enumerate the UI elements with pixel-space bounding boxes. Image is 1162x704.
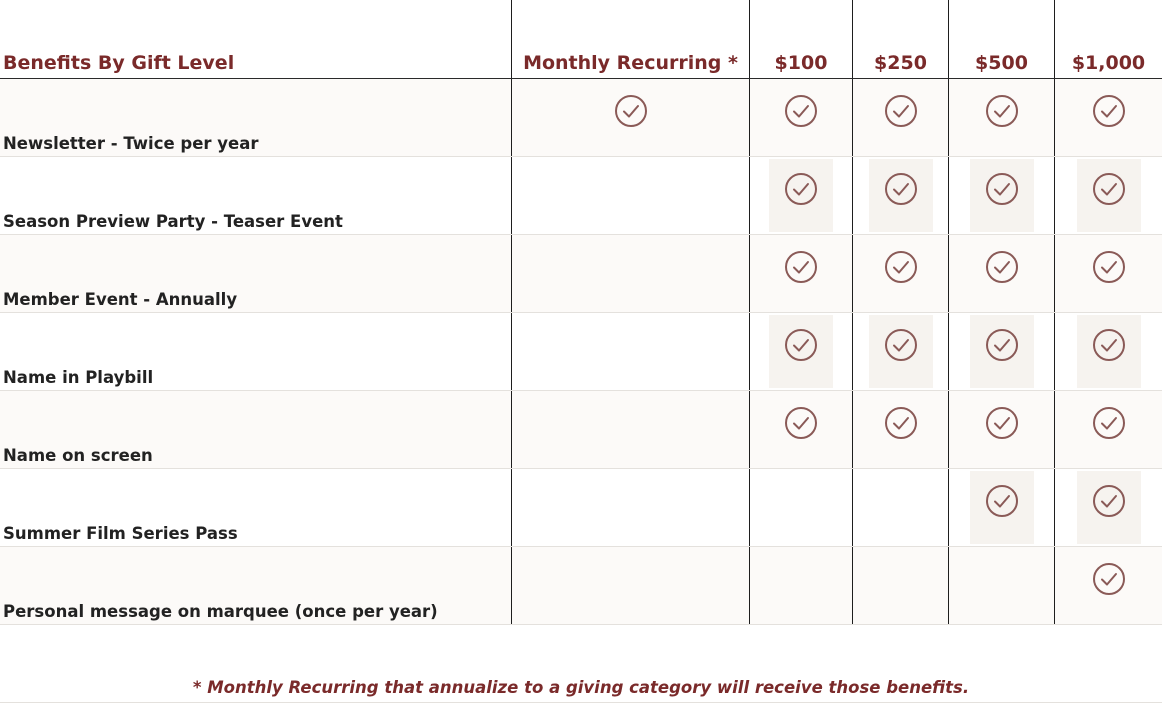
tier-cell [1054,547,1162,624]
table-row [0,469,1162,547]
benefit-cell [0,79,511,156]
tier-cell [948,469,1054,546]
tier-cell [749,79,852,156]
check-circle-icon [1092,562,1126,596]
tier-cell [1054,235,1162,312]
tier-cell [1054,157,1162,234]
table-body [0,79,1162,625]
check-circle-icon [1092,328,1126,362]
check-circle-icon [884,94,918,128]
tier-cell [749,391,852,468]
header-cell [0,0,511,78]
tier-cell [1054,469,1162,546]
check-circle-icon [784,250,818,284]
divider [0,702,1162,703]
check-circle-icon [1092,172,1126,206]
tier-cell [511,157,749,234]
tier-cell [749,469,852,546]
check-circle-icon [985,250,1019,284]
check-circle-icon [985,406,1019,440]
header-1000: $1,000 [1071,52,1146,74]
header-cell [1054,0,1162,78]
check-circle-icon [784,328,818,362]
tier-cell [852,391,948,468]
benefit-cell [0,391,511,468]
check-circle-icon [884,172,918,206]
benefit-cell [0,235,511,312]
tier-cell [1054,79,1162,156]
benefit-label: Member Event - Annually [3,290,238,309]
table-row [0,391,1162,469]
check-circle-icon [884,328,918,362]
tier-cell [852,79,948,156]
table-row [0,313,1162,391]
benefit-label: Name on screen [3,446,153,465]
check-circle-icon [784,406,818,440]
tier-cell [749,157,852,234]
header-cell [948,0,1054,78]
tier-cell [1054,391,1162,468]
tier-cell [852,157,948,234]
benefit-cell [0,157,511,234]
check-circle-icon [884,250,918,284]
tier-cell [511,235,749,312]
header-cell [749,0,852,78]
tier-cell [852,469,948,546]
tier-cell [948,79,1054,156]
benefit-cell [0,313,511,390]
check-circle-icon [614,94,648,128]
check-circle-icon [884,406,918,440]
footnote: * Monthly Recurring that annualize to a giving category will receive those benefits. [192,678,970,697]
benefit-label: Newsletter - Twice per year [3,134,259,153]
header-250: $250 [874,52,927,74]
benefit-cell [0,547,511,624]
check-circle-icon [784,172,818,206]
tier-cell [511,469,749,546]
benefit-cell [0,469,511,546]
tier-cell [749,235,852,312]
tier-cell [852,235,948,312]
tier-cell [749,547,852,624]
header-monthly-recurring: Monthly Recurring * [523,52,738,74]
table-row [0,157,1162,235]
table-row [0,547,1162,625]
check-circle-icon [985,484,1019,518]
table-header [0,0,1162,79]
tier-cell [948,235,1054,312]
benefit-label: Personal message on marquee (once per year) [3,602,438,621]
tier-cell [948,547,1054,624]
check-circle-icon [985,328,1019,362]
header-cell [511,0,749,78]
check-circle-icon [1092,406,1126,440]
tier-cell [511,391,749,468]
check-circle-icon [1092,484,1126,518]
table-row [0,79,1162,157]
header-benefits: Benefits By Gift Level [3,52,235,74]
tier-cell [852,547,948,624]
header-500: $500 [975,52,1028,74]
tier-cell [948,313,1054,390]
benefit-label: Summer Film Series Pass [3,524,238,543]
tier-cell [511,547,749,624]
check-circle-icon [985,94,1019,128]
tier-cell [749,313,852,390]
check-circle-icon [985,172,1019,206]
benefit-label: Name in Playbill [3,368,154,387]
header-cell [852,0,948,78]
check-circle-icon [784,94,818,128]
benefit-label: Season Preview Party - Teaser Event [3,212,343,231]
tier-cell [948,157,1054,234]
tier-cell [852,313,948,390]
check-circle-icon [1092,94,1126,128]
check-circle-icon [1092,250,1126,284]
tier-cell [1054,313,1162,390]
table-row [0,235,1162,313]
tier-cell [511,79,749,156]
tier-cell [511,313,749,390]
header-100: $100 [774,52,828,74]
tier-cell [948,391,1054,468]
